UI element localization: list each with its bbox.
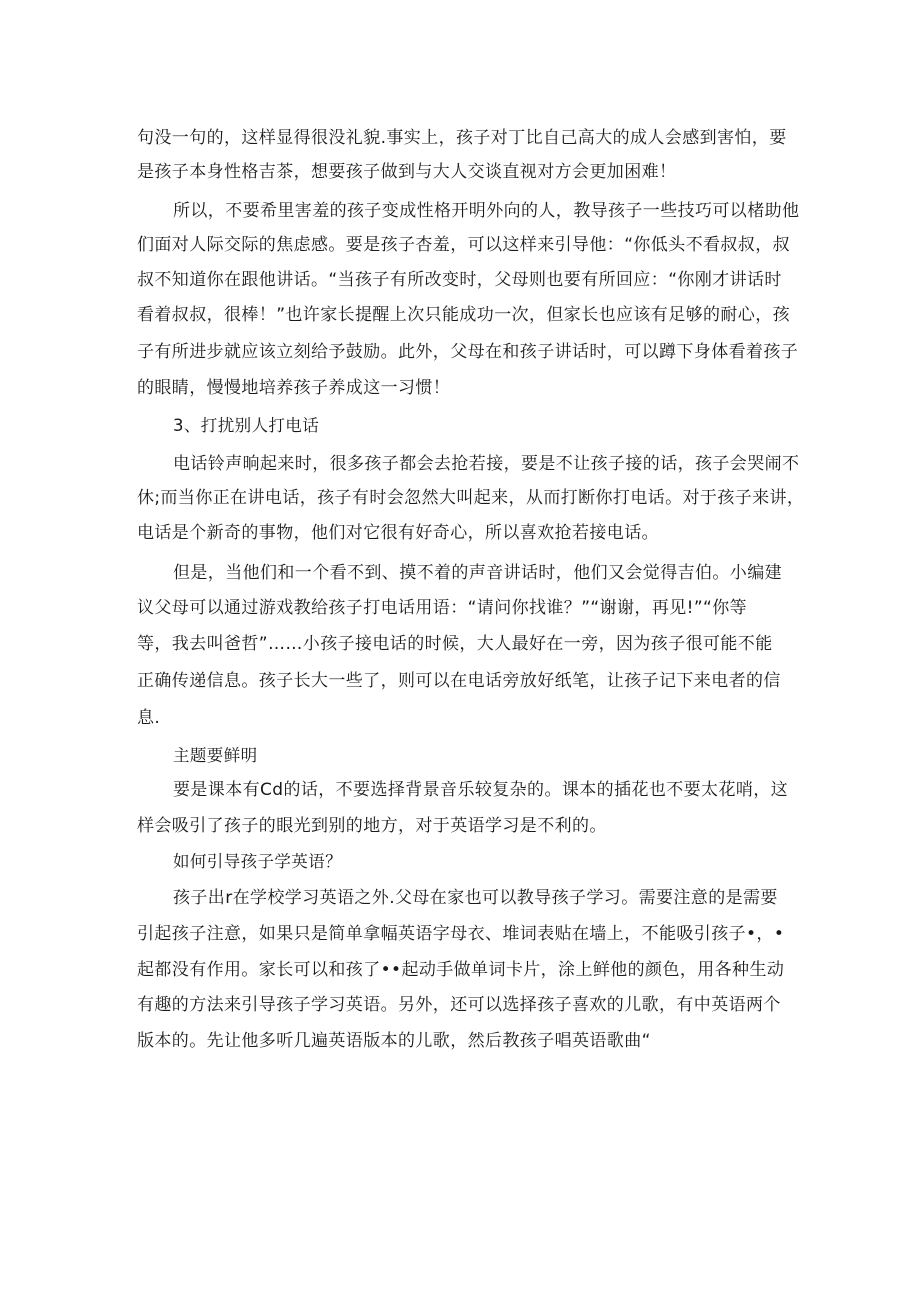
text-line: 电话是个新奇的事物，他们对它很有好奇心，所以喜欢抢若接电话。 [137,523,659,543]
paragraph-start-line: 要是课本有Cd的话，不要选择背景音乐较复杂的。课本的插花也不要太花哨，这 [173,780,789,800]
text-line: 句没一句的，这样显得很没礼貌.事实上，孩子对丁比自己高大的成人会感到害怕，要 [137,128,787,148]
text-line: 叔不知道你在跟他讲话。“当孩子有所改变时，父母则也要有所回应：“你刚才讲话时 [137,270,782,290]
paragraph-start-line: 所以，不要希里害羞的孩子变成性格开明外向的人，教导孩子一些技巧可以楮助他 [173,201,800,221]
text-line: 的眼睛，慢慢地培养孩子养成这一习惯！ [137,378,451,398]
text-line: 引起孩子注意，如果只是简单拿幅英语字母衣、堆词表贴在墙上，不能吸引孩子•，• [137,924,785,944]
section-heading: 3、打扰别人打电话 [173,416,320,435]
text-line: 议父母可以通过游戏教给孩子打电话用语：“请问你找谁？”“谢谢，再见!”“你等 [137,598,748,618]
text-line: 子有所进步就应该立刻给予鼓励。此外，父母在和孩子讲话时，可以蹲下身体看着孩子 [137,342,799,362]
section-heading: 主题要鲜明 [173,746,258,765]
text-line: 看着叔叔，很棒！”也许家长提醒上次只能成功一次，但家长也应该有足够的耐心，孩 [137,305,791,325]
text-line: 们面对人际交际的焦虑感。要是孩子杏羞，可以这样来引导他：“你低头不看叔叔，叔 [137,235,791,255]
text-line: 样会吸引了孩子的眼光到别的地方，对于英语学习是不利的。 [137,816,607,836]
text-line: 息. [137,708,161,728]
paragraph-start-line: 电话铃声晌起来时，很多孩子都会去抢若接，要是不让孩子接的话，孩子会哭闹不 [173,454,800,474]
text-line: 是孩子本身性格吉茶，想要孩子做到与大人交谈直视对方会更加困难！ [137,162,677,182]
text-line: 有趣的方法来引导孩子学习英语。另外，还可以选择孩子喜欢的儿歌，有中英语两个 [137,995,781,1015]
text-line: 等，我去叫爸哲”……小孩子接电话的时候，大人最好在一旁，因为孩子很可能不能 [137,634,773,654]
paragraph-start-line: 孩子出r在学校学习英语之外.父母在家也可以教导孩子学习。需要注意的是需要 [173,888,778,908]
text-line: 正确传递信息。孩子长大一些了，则可以在电话旁放好纸笔，让孩子记下来电者的信 [137,671,781,691]
text-line: 休;而当你正在讲电话，孩子有时会忽然大叫起来，从而打断你打电话。对于孩子来讲， [137,488,805,508]
paragraph-start-line: 但是，当他们和一个看不到、摸不着的声音讲话时，他们又会觉得吉伯。小编建 [173,563,782,583]
section-heading: 如何引导孩子学英语？ [173,852,342,871]
text-line: 版本的。先让他多听几遍英语版本的儿歌，然后教孩子唱英语歌曲“ [137,1031,651,1051]
text-line: 起都没有作用。家长可以和孩了••起动手做单词卡片，涂上鲜他的颜色，用各种生动 [137,960,785,980]
